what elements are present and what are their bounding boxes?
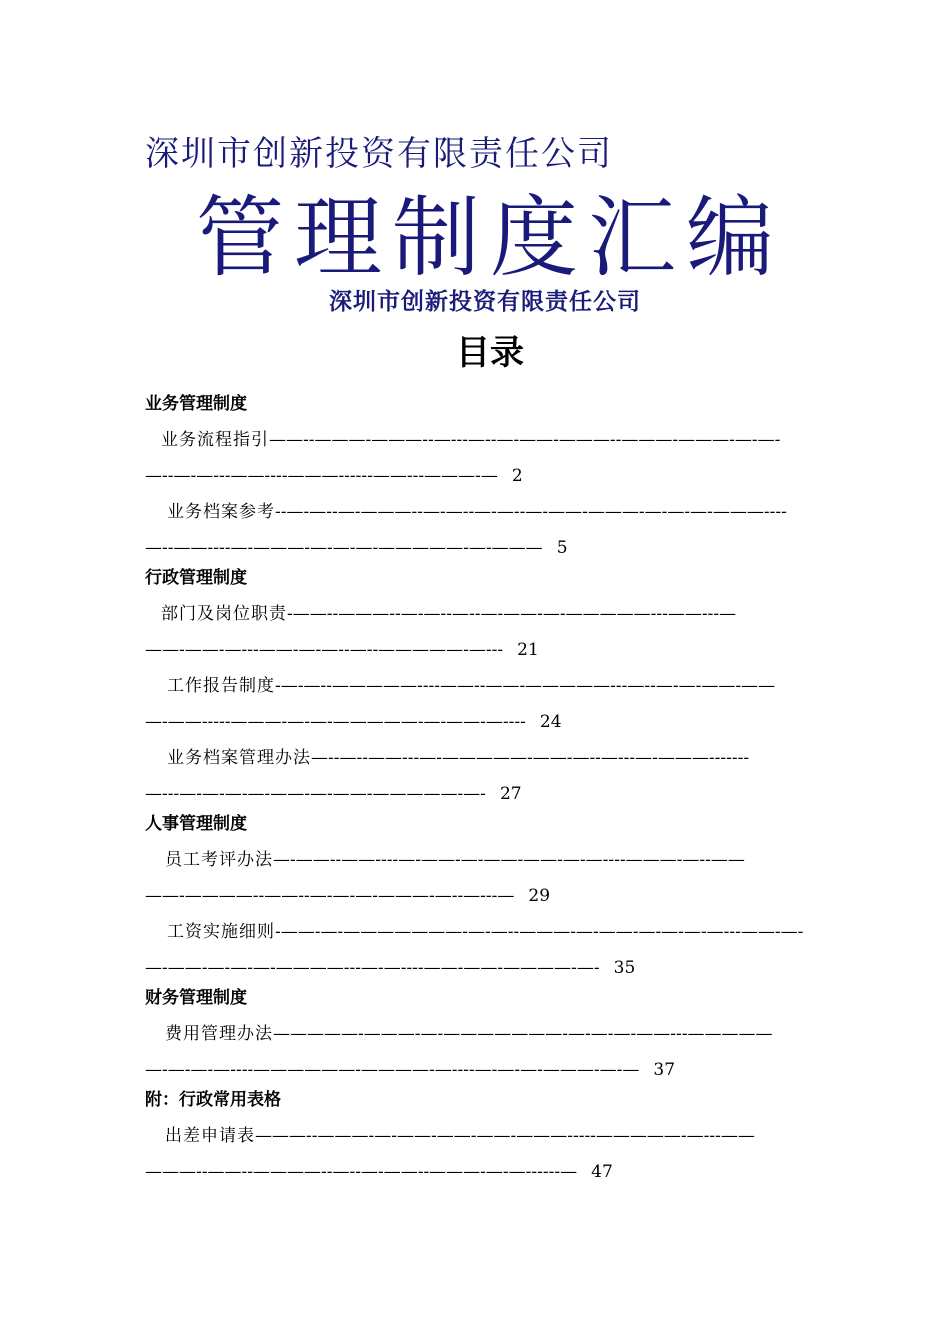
toc-entry[interactable] xyxy=(145,1118,835,1154)
toc-section-heading: 人事管理制度 xyxy=(145,814,247,834)
toc-leader: —--—--——---—-—————-——-—--—---—-———------- xyxy=(311,748,750,768)
toc-page-number: 29 xyxy=(528,886,551,906)
toc-entry-continuation xyxy=(145,1154,835,1190)
toc-entry-name: 费用管理办法 xyxy=(165,1024,273,1044)
toc-leader: —-——-----———-—-—-—————-—-——-—---- xyxy=(145,712,526,732)
toc-page-number: 47 xyxy=(591,1162,613,1182)
toc-leader: —---—-—-—-—-——-—-——-—————-—- xyxy=(145,784,486,804)
toc-entry-name: 工作报告制度 xyxy=(167,676,275,696)
toc-leader: -—-—--—————----——--——-—————---—--—-—-——-—— xyxy=(275,676,776,696)
toc-leader: ———--———-—-——-——-——-———-----—————-—---—— xyxy=(255,1126,755,1146)
document-title: 管理制度汇编 xyxy=(195,186,784,289)
toc-leader: —--——----—-———-—-—-—-—————-—-——— xyxy=(145,538,543,558)
table-of-contents xyxy=(145,392,835,1190)
toc-page-number: 5 xyxy=(556,538,568,558)
toc-section-heading: 财务管理制度 xyxy=(145,988,247,1008)
toc-entry-name: 业务档案管理办法 xyxy=(167,748,311,768)
toc-entry-name: 出差申请表 xyxy=(165,1126,255,1146)
toc-entry-name: 部门及岗位职责 xyxy=(161,604,287,624)
company-name-subtitle: 深圳市创新投资有限责任公司 xyxy=(329,288,641,315)
toc-page-number: 27 xyxy=(499,784,522,804)
toc-title: 目录 xyxy=(456,333,524,373)
toc-entry-continuation xyxy=(145,950,835,986)
toc-leader: ——--———-———--—---—--—-——-———--———-———-—-—- xyxy=(269,430,781,450)
toc-section-heading: 业务管理制度 xyxy=(145,394,247,414)
toc-page-number: 24 xyxy=(539,712,562,732)
toc-leader: —-—-—-—----——————-————-—----—-—-—-———-—-— xyxy=(145,1060,640,1080)
toc-entry-continuation xyxy=(145,1052,835,1088)
toc-entry[interactable] xyxy=(145,596,835,632)
toc-entry[interactable] xyxy=(145,842,835,878)
toc-leader: -——--———--—-—--—--—-——-—-—————---——---— xyxy=(287,604,737,624)
toc-page-number: 2 xyxy=(511,466,523,486)
toc-leader: -——-—-———————-—-—--———-—-——-—-—-—-—---——-—- xyxy=(275,922,804,942)
toc-entry-name: 工资实施细则 xyxy=(167,922,275,942)
toc-entry[interactable] xyxy=(145,740,835,776)
toc-entry-continuation xyxy=(145,530,835,566)
toc-leader: —-——-—-—-—-————---—-—----——-——-————-—- xyxy=(145,958,600,978)
toc-entry-continuation xyxy=(145,632,835,668)
toc-leader: ——-——-—---——-—-—--—--—————-—--- xyxy=(145,640,504,660)
toc-entry-name: 业务流程指引 xyxy=(161,430,269,450)
toc-entry-continuation xyxy=(145,878,835,914)
toc-entry[interactable] xyxy=(145,914,835,950)
toc-leader: —————-———-—-———————-—-—-—-——---————— xyxy=(273,1024,773,1044)
toc-page-number: 35 xyxy=(613,958,636,978)
toc-leader: —--—-—---——----———------——---———-— xyxy=(145,466,498,486)
toc-entry[interactable] xyxy=(145,494,835,530)
company-name-header: 深圳市创新投资有限责任公司 xyxy=(145,134,613,174)
toc-leader: ———--——--————--—--—-——--———-—-—------— xyxy=(145,1162,578,1182)
toc-entry-continuation xyxy=(145,704,835,740)
toc-entry[interactable] xyxy=(145,1016,835,1052)
toc-section-heading: 行政管理制度 xyxy=(145,568,247,588)
toc-leader: —-——--——----—-——-—-——-——-—-—----———-—--—— xyxy=(273,850,745,870)
toc-entry[interactable] xyxy=(145,668,835,704)
toc-entry-name: 业务档案参考 xyxy=(167,502,275,522)
toc-entry[interactable] xyxy=(145,422,835,458)
toc-entry-continuation xyxy=(145,776,835,812)
toc-leader: ——-————--——--—-—-—-———-—--—---— xyxy=(145,886,515,906)
toc-entry-name: 员工考评办法 xyxy=(165,850,273,870)
toc-entry-continuation xyxy=(145,458,835,494)
toc-page-number: 37 xyxy=(653,1060,676,1080)
toc-page-number: 21 xyxy=(517,640,539,660)
toc-leader: --—-—--—-———--—-—--—-—--—-——-———-—-—-—-———---- xyxy=(275,502,787,522)
toc-section-heading: 附：行政常用表格 xyxy=(145,1090,281,1110)
